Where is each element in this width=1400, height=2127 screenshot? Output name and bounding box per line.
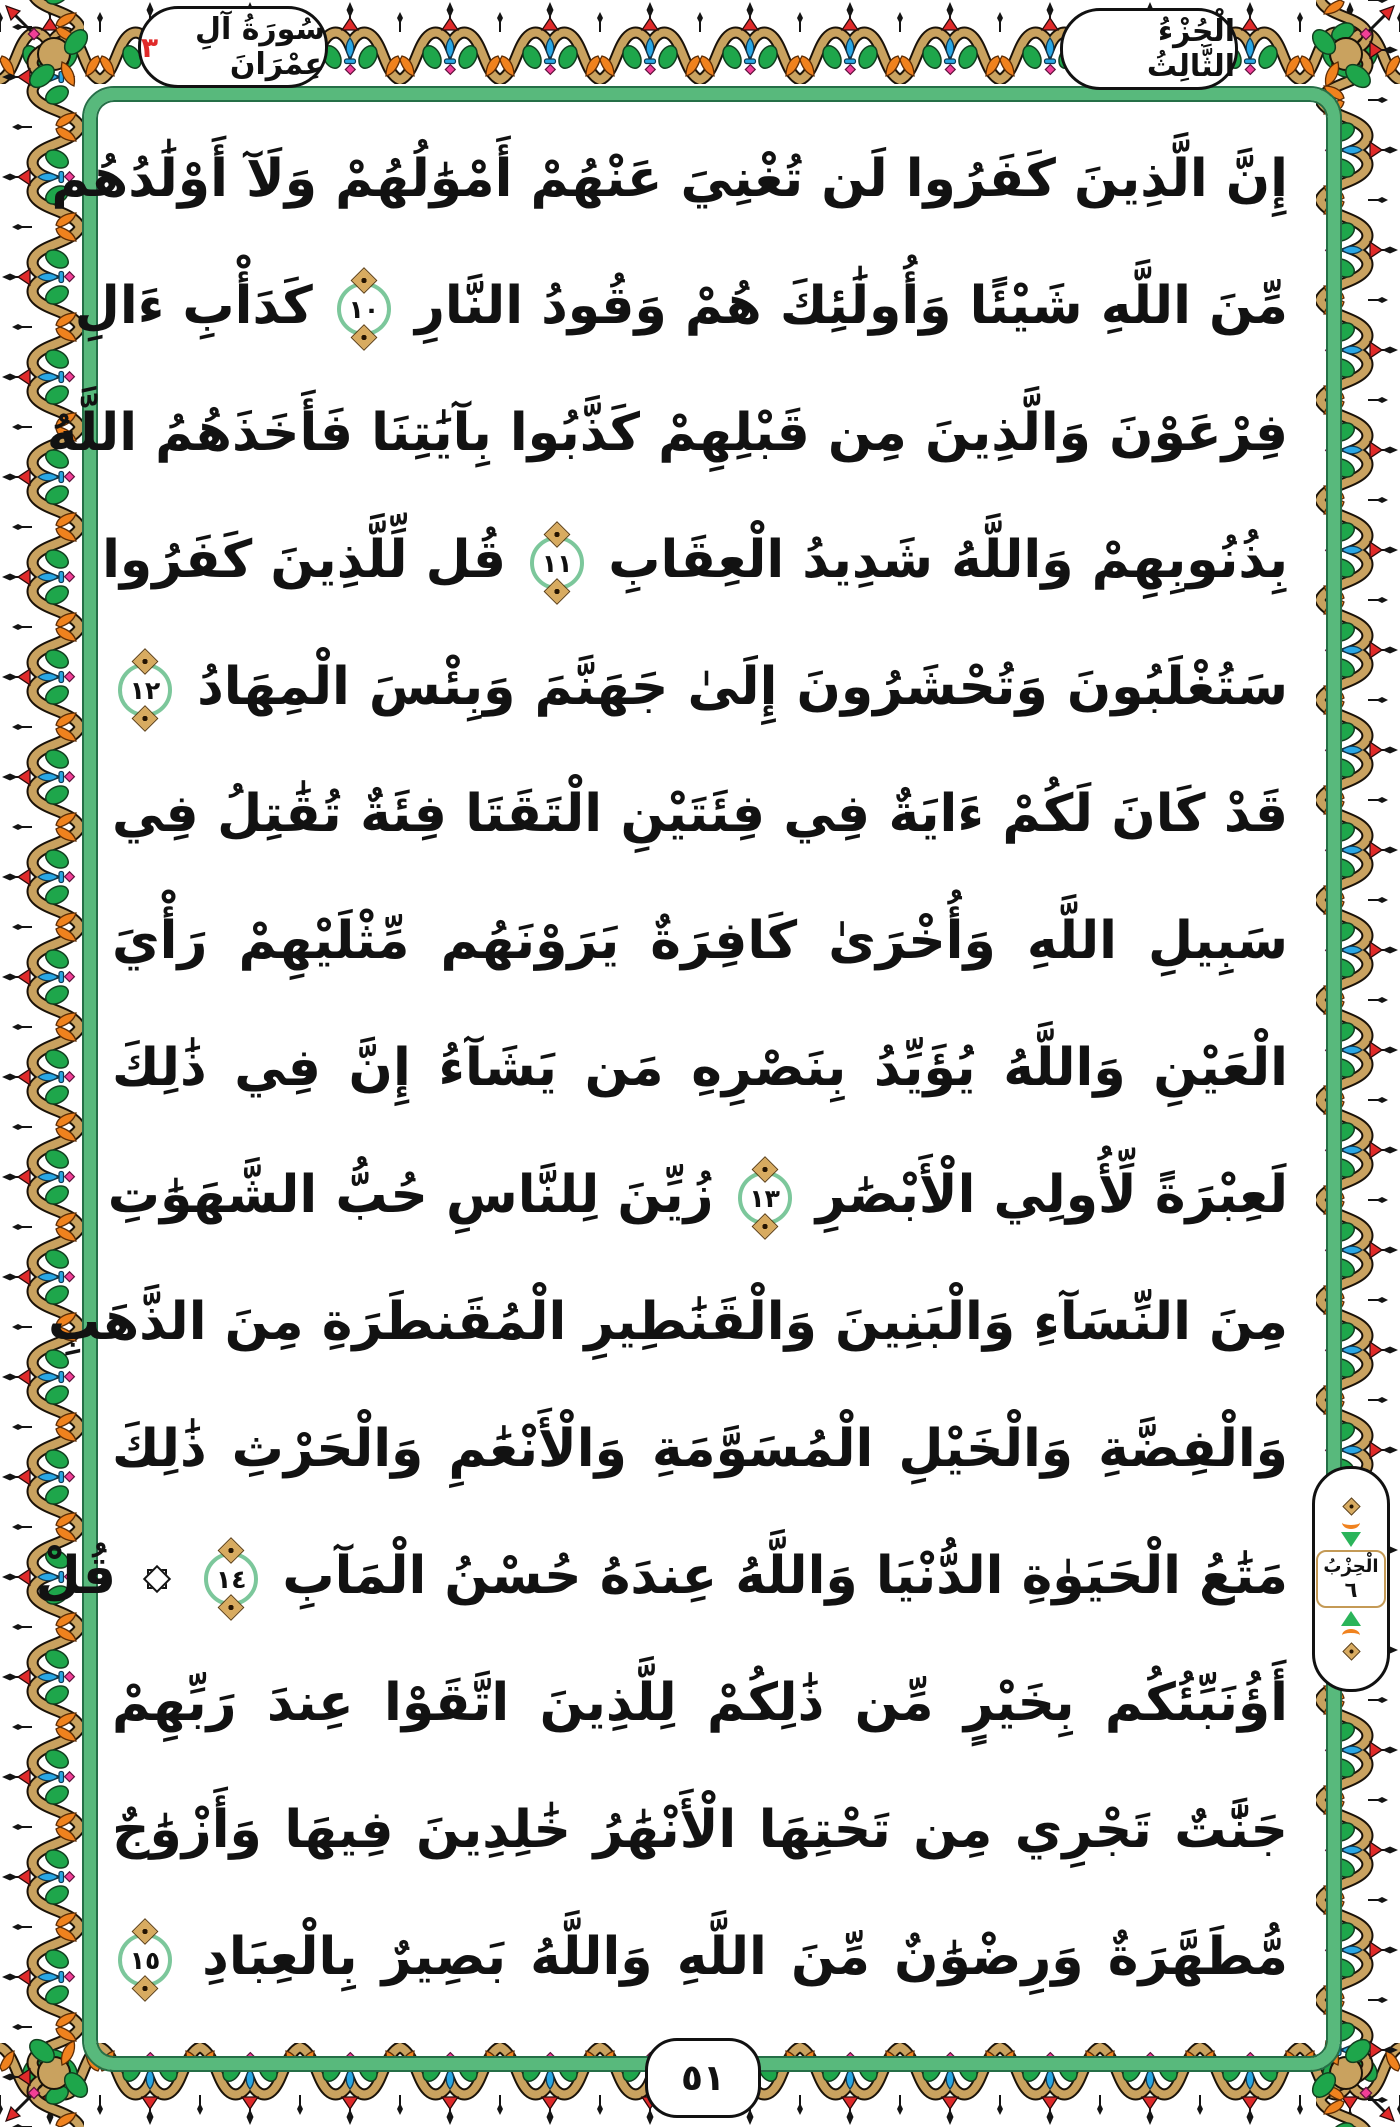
rub-el-hizb-icon: [142, 1564, 172, 1594]
quran-line: [51, 116, 1288, 243]
ayah-text: قَدْ كَانَ لَكُمْ ءَايَةٌ فِي فِئَتَيْنِ الْتَقَتَا فِئَةٌ تُقَٰتِلُ فِي: [112, 784, 1288, 844]
ayah-end-marker-icon: [118, 663, 172, 717]
quran-line: [112, 624, 1288, 751]
ayah-text: لَعِبْرَةً لِّأُولِي الْأَبْصَٰرِ: [815, 1165, 1288, 1225]
ayah-text: بِذُنُوبِهِمْ وَاللَّهُ شَدِيدُ الْعِقَابِ: [608, 530, 1288, 590]
ayah-text: أَؤُنَبِّئُكُم بِخَيْرٍ مِّن ذَٰلِكُمْ لِلَّذِينَ اتَّقَوْا عِندَ رَبِّهِمْ: [112, 1673, 1288, 1733]
quran-line: [46, 370, 1288, 497]
quran-line: [112, 1767, 1288, 1894]
hizb-label: الْحِزْبُ: [1323, 1556, 1379, 1577]
corner-ornament-icon: [1300, 0, 1400, 100]
quran-line: [107, 1132, 1288, 1259]
ayah-text: جَنَّٰتٌ تَجْرِي مِن تَحْتِهَا الْأَنْهَٰرُ خَٰلِدِينَ فِيهَا وَأَزْوَٰجٌ: [112, 1800, 1288, 1860]
hizb-number: ٦: [1344, 1578, 1358, 1602]
leaf-ornament-icon: [1341, 1611, 1361, 1626]
hizb-frame: [1316, 1550, 1385, 1608]
quran-line: [112, 1894, 1288, 2021]
surah-number: ٣: [141, 30, 159, 64]
gold-diamond-icon: [1342, 1497, 1360, 1515]
quran-line: [112, 1640, 1288, 1767]
ayah-text: مَتَٰعُ الْحَيَوٰةِ الدُّنْيَا وَاللَّهُ عِندَهُ حُسْنُ الْمَآبِ: [282, 1546, 1288, 1606]
hizb-marker-badge: [1312, 1466, 1390, 1692]
quran-line: [112, 751, 1288, 878]
quran-line: [112, 1005, 1288, 1132]
quran-line: [102, 497, 1288, 624]
ayah-number: ١٠: [348, 294, 380, 324]
quran-line: [112, 878, 1288, 1005]
page-number-badge: [645, 2038, 761, 2118]
leaf-ornament-icon: [1341, 1532, 1361, 1547]
juz-header-badge: [1060, 8, 1238, 90]
ayah-number: ١٢: [129, 675, 161, 705]
border-ornament-left: [0, 0, 84, 2127]
ayah-text: كَدَأْبِ ءَالِ: [74, 276, 313, 336]
ayah-text: سَبِيلِ اللَّهِ وَأُخْرَىٰ كَافِرَةٌ يَرَوْنَهُم مِّثْلَيْهِمْ رَأْيَ: [112, 911, 1288, 971]
ayah-number: ١٥: [129, 1945, 161, 1975]
ayah-text: مِنَ النِّسَآءِ وَالْبَنِينَ وَالْقَنَٰطِيرِ الْمُقَنطَرَةِ مِنَ الذَّهَبِ: [48, 1292, 1288, 1352]
ayah-end-marker-icon: [118, 1933, 172, 1987]
ayah-text: قُل لِّلَّذِينَ كَفَرُوا: [102, 530, 507, 590]
quran-line: [48, 1259, 1288, 1386]
ayah-number: ١٤: [215, 1564, 247, 1594]
ayah-number: ١١: [541, 548, 573, 578]
corner-ornament-icon: [0, 0, 100, 100]
ayah-text: سَتُغْلَبُونَ وَتُحْشَرُونَ إِلَىٰ جَهَنَّمَ وَبِئْسَ الْمِهَادُ: [197, 657, 1288, 717]
ayah-text: مُّطَهَّرَةٌ وَرِضْوَٰنٌ مِّنَ اللَّهِ وَاللَّهُ بَصِيرٌ بِالْعِبَادِ: [202, 1927, 1288, 1987]
ayah-text: زُيِّنَ لِلنَّاسِ حُبُّ الشَّهَوَٰتِ: [107, 1165, 714, 1225]
ayah-number: ١٣: [749, 1183, 780, 1213]
orange-arc-icon: [1342, 1516, 1360, 1529]
ayah-text: إِنَّ الَّذِينَ كَفَرُوا لَن تُغْنِيَ عَنْهُمْ أَمْوَٰلُهُمْ وَلَآ أَوْلَٰدُهُم: [51, 149, 1288, 209]
ayah-text: قُلْ: [35, 1546, 116, 1606]
gold-diamond-icon: [1342, 1642, 1360, 1660]
ayah-end-marker-icon: [530, 536, 584, 590]
quran-line: [35, 1513, 1288, 1640]
ayah-end-marker-icon: [204, 1552, 258, 1606]
ayah-text: مِّنَ اللَّهِ شَيْئًا وَأُولَٰئِكَ هُمْ وَقُودُ النَّارِ: [414, 276, 1288, 336]
juz-title: الْجُزْءُ الثَّالِثُ: [1146, 14, 1235, 84]
ayah-end-marker-icon: [337, 282, 391, 336]
surah-header-badge: [138, 6, 328, 88]
page-number: ٥١: [681, 2057, 725, 2099]
quran-line: [74, 243, 1288, 370]
ayah-text: فِرْعَوْنَ وَالَّذِينَ مِن قَبْلِهِمْ كَذَّبُوا بِآيَٰتِنَا فَأَخَذَهُمُ اللَّهُ: [46, 403, 1288, 463]
quran-lines: [35, 116, 1288, 2022]
quran-line: [112, 1386, 1288, 1513]
orange-arc-icon: [1342, 1629, 1360, 1642]
ayah-text: وَالْفِضَّةِ وَالْخَيْلِ الْمُسَوَّمَةِ وَالْأَنْعَٰمِ وَالْحَرْثِ ذَٰلِكَ: [112, 1419, 1288, 1479]
ayah-text: الْعَيْنِ وَاللَّهُ يُؤَيِّدُ بِنَصْرِهِ مَن يَشَآءُ إِنَّ فِي ذَٰلِكَ: [112, 1038, 1288, 1098]
ayah-end-marker-icon: [738, 1171, 792, 1225]
surah-title: سُورَةُ آلِ عِمْرَانَ: [194, 12, 325, 82]
